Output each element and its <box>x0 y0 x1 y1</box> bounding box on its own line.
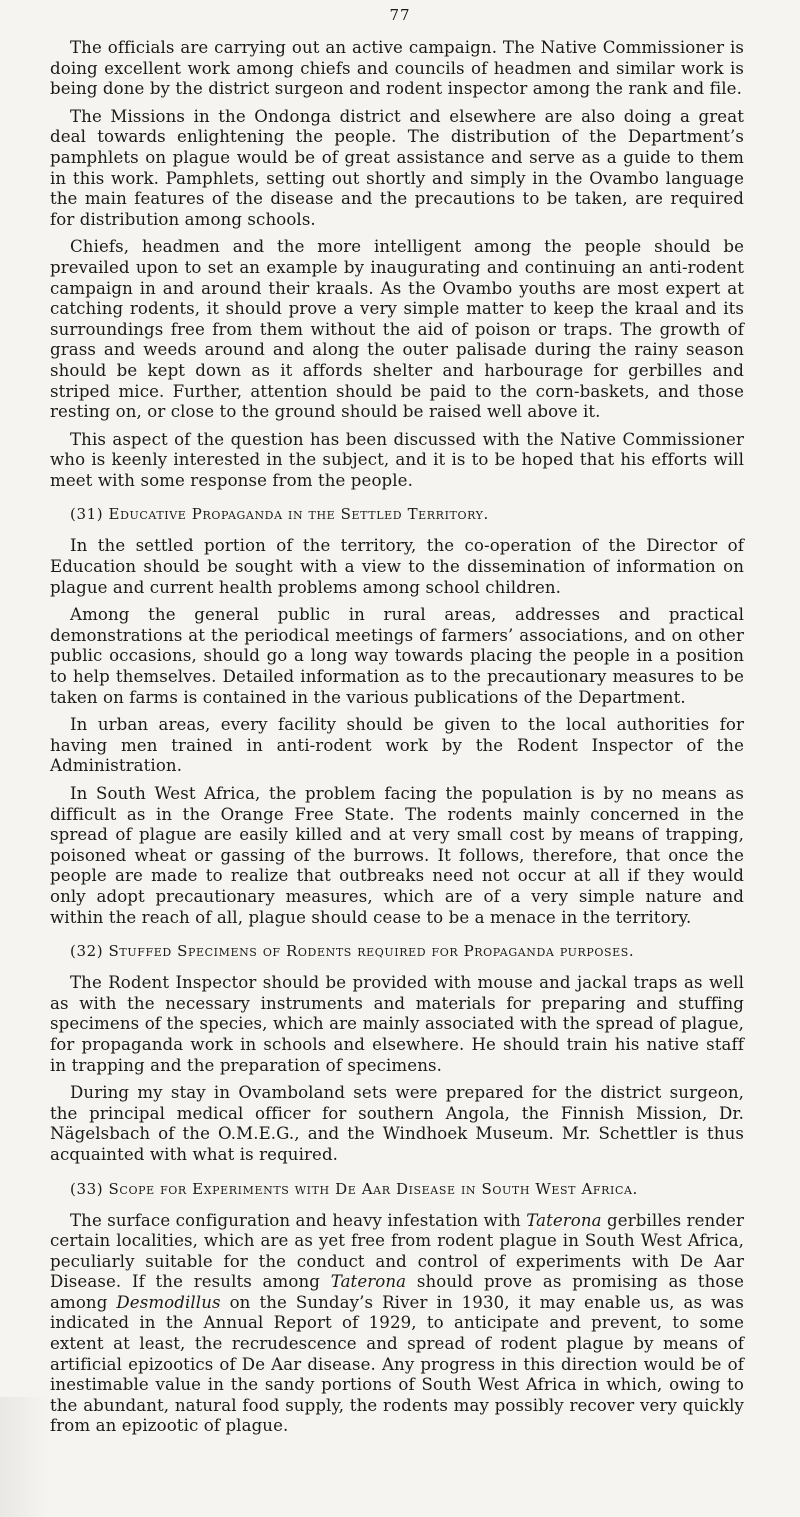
paragraph-text-segment: gerbilles render certain localities, which are as yet free from rodent plague in South West Africa, peculiarly suitable for the conduct and control of experiments with De Aar Disease. If the results among <box>50 1210 744 1292</box>
page-body <box>50 38 744 1444</box>
paragraph-missions: The Missions in the Ondonga district and elsewhere are also doing a great deal towards enlightening the people. The distribution of the Department’s pamphlets on plague would be of great assistance and serve as a guide to them in this work. Pamphlets, setting out shortly and simply in the Ovambo language the main features of the disease and the precautions to be taken, are required for distribution among schools. <box>50 106 744 229</box>
paragraph-text-segment: The surface configuration and heavy infestation with <box>70 1210 527 1230</box>
paragraph-chiefs-headmen: Chiefs, headmen and the more intelligent among the people should be prevailed upon to set an example by inaugurating and continuing an anti-rodent campaign in and around their kraals. As the Ovambo youths are most expert at catching rodents, it should prove a very simple matter to keep the kraal and its surroundings free from them without the aid of poison or traps. The growth of grass and weeds around and along the outer palisade during the rainy season should be kept down as it affords shelter and harbourage for gerbilles and striped mice. Further, attention should be paid to the corn-baskets, and those resting on, or close to the ground should be raised well above it. <box>50 237 744 422</box>
paragraph-urban-areas: In urban areas, every facility should be given to the local authorities for having men trained in anti-rodent work by the Rodent Inspector of the Administration. <box>50 715 744 776</box>
paragraph-south-west-africa-problem: In South West Africa, the problem facing the population is by no means as difficult as in the Orange Free State. The rodents mainly concerned in the spread of plague are easily killed and at very small cost by means of trapping, poisoned wheat or gassing of the burrows. It follows, therefore, that once the people are made to realize that outbreaks need not occur at all if they would only adopt precautionary measures, which are of a very simple nature and within the reach of all, plague should cease to be a menace in the territory. <box>50 784 744 927</box>
paragraph-officials-campaign: The officials are carrying out an active campaign. The Native Commissioner is doing excellent work among chiefs and councils of headmen and similar work is being done by the district surgeon and rodent inspector among the rank and file. <box>50 38 744 99</box>
paragraph-native-commissioner: This aspect of the question has been discussed with the Native Commissioner who is keenly interested in the subject, and it is to be hoped that his efforts will meet with some response from the people. <box>50 429 744 490</box>
paragraph-rodent-inspector: The Rodent Inspector should be provided with mouse and jackal traps as well as with the necessary instruments and materials for preparing and stuffing specimens of the species, which are mainly associated with the spread of plague, for propaganda work in schools and elsewhere. He should train his native staff in trapping and the preparation of specimens. <box>50 973 744 1075</box>
paragraph-text-segment: should prove as promising as those among <box>50 1272 744 1312</box>
paragraph-text-segment: on the Sunday’s River in 1930, it may enable us, as was indicated in the Annual Report of 1929, to anticipate and prevent, to some extent at least, the recrudescence and spread of rodent plague by means of artificial epizootics of De Aar disease. Any progress in this direction would be of inestimable value in the sandy portions of South West Africa in which, owing to the abundant, natural food supply, the rodents may possibly recover very quickly from an epizootic of plague. <box>50 1292 744 1436</box>
paragraph-ovamboland-stay: During my stay in Ovamboland sets were prepared for the district surgeon, the principal medical officer for southern Angola, the Finnish Mission, Dr. Nägelsbach of the O.M.E.G., and the Windhoek Museum. Mr. Schettler is thus acquainted with what is required. <box>50 1083 744 1164</box>
section-heading-33: (33) Scope for Experiments with De Aar Disease in South West Africa. <box>70 1179 638 1198</box>
page-number: 77 <box>389 6 411 24</box>
species-name-taterona: Taterona <box>526 1210 602 1230</box>
section-heading-31: (31) Educative Propaganda in the Settled Territory. <box>70 505 489 524</box>
paragraph-rural-areas: Among the general public in rural areas, addresses and practical demonstrations at the periodical meetings of farmers’ associations, and on other public occasions, should go a long way towards placing the people in a position to help themselves. Detailed information as to the precautionary measures to be taken on farms is contained in the various publications of the Department. <box>50 605 744 707</box>
species-name-taterona: Taterona <box>330 1272 407 1292</box>
paragraph-de-aar-experiments <box>50 1211 744 1438</box>
section-heading-32: (32) Stuffed Specimens of Rodents required for Propaganda purposes. <box>70 942 635 961</box>
paragraph-settled-territory: In the settled portion of the territory, the co-operation of the Director of Education should be sought with a view to the dissemination of information on plague and current health problems among school children. <box>50 536 744 597</box>
species-name-desmodillus: Desmodillus <box>116 1292 221 1312</box>
scan-edge-shadow <box>0 1397 48 1517</box>
